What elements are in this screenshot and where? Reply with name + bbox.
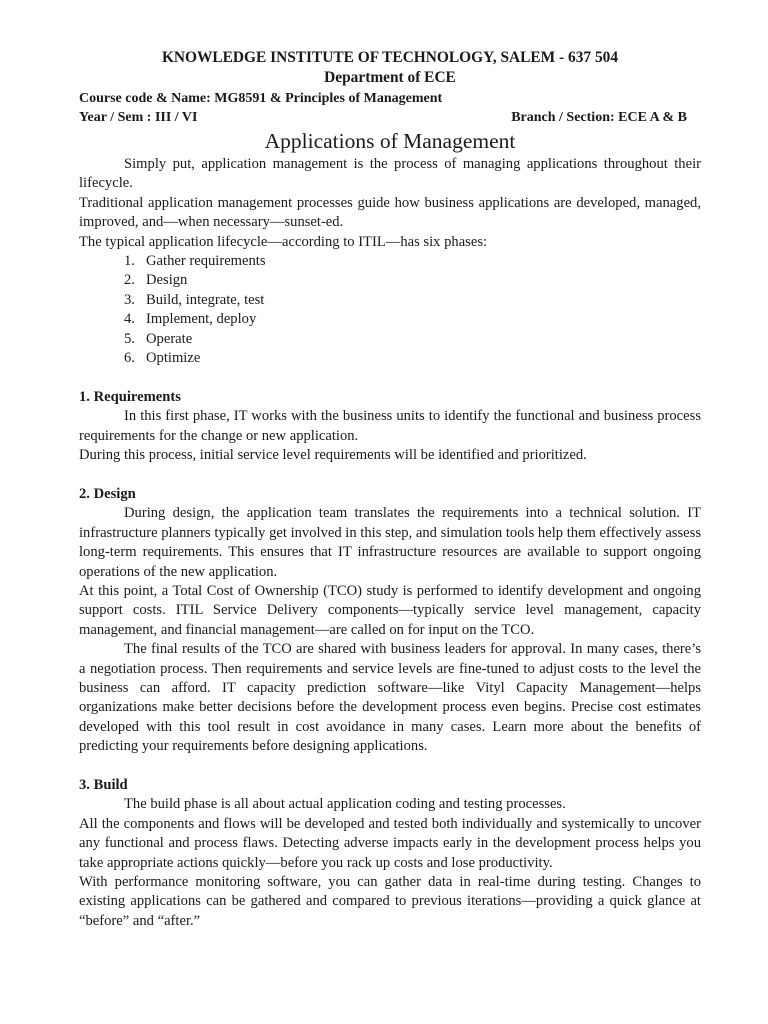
requirements-paragraph-1: In this first phase, IT works with the business units to identify the functional and business process requirements for the change or new application. [79,408,701,444]
list-item: 3. Build, integrate, test [124,291,265,308]
course-info: Course code & Name: MG8591 & Principles of Management [79,91,443,106]
spacer [79,465,701,484]
intro-paragraph-3: The typical application lifecycle—according to ITIL—has six phases: [79,233,488,250]
branch-section: Branch / Section: ECE A & B [511,110,687,125]
document-page [79,48,701,931]
list-item: 2. Design [124,272,188,289]
spacer [79,368,701,387]
spacer [79,757,701,776]
year-branch-line [79,108,701,127]
institution-name: KNOWLEDGE INSTITUTE OF TECHNOLOGY, SALEM - 637 504 [161,49,619,66]
build-paragraph-3: With performance monitoring software, you can gather data in real-time during testing. Changes to existing applications can be gathered and compared to previous iterations—providing a quick glance at “before” and “after.” [79,873,701,929]
requirements-paragraph-2: During this process, initial service level requirements will be identified and prioritized. [79,447,587,464]
list-item: 5. Operate [124,330,193,347]
build-paragraph-2: All the components and flows will be developed and tested both individually and systemically to uncover any functional and process flaws. Detecting adverse impacts early in the development process helps you take appropriate actions quickly—before you rack up costs and lose productivity. [79,815,701,871]
list-item: 6. Optimize [124,350,201,367]
design-paragraph-1: During design, the application team translates the requirements into a technical solution. IT infrastructure planners typically get involved in this step, and simulation tools help them effectively assess long-term requirements. This ensures that IT infrastructure resources are available to support ongoing operations of the new application. [79,505,701,580]
design-heading: 2. Design [79,485,136,502]
list-item: 4. Implement, deploy [124,311,257,328]
design-paragraph-3: The final results of the TCO are shared with business leaders for approval. In many cases, there’s a negotiation process. Then requirements and service levels are fine-tuned to adjust costs to the level the business can afford. IT capacity prediction software—like Vityl Capacity Management—helps organizations make better decisions before the development process even begins. Precise cost estimates developed with this tool result in cost avoidance in many cases. Learn more about the benefits of predicting your requirements before designing applications. [79,641,701,755]
requirements-heading: 1. Requirements [79,388,181,405]
build-heading: 3. Build [79,776,128,793]
department-name: Department of ECE [324,69,456,86]
build-paragraph-1: The build phase is all about actual application coding and testing processes. [124,796,566,813]
year-sem: Year / Sem : III / VI [79,110,198,125]
phases-list [79,252,701,368]
design-paragraph-2: At this point, a Total Cost of Ownership (TCO) study is performed to identify development and ongoing support costs. ITIL Service Delivery components—typically service level management, capacity management, and financial management—are called on for input on the TCO. [79,582,701,638]
intro-paragraph-1: Simply put, application management is the process of managing applications throughout their lifecycle. [79,156,701,192]
document-title: Applications of Management [264,129,516,153]
course-line [79,89,701,108]
intro-paragraph-2: Traditional application management processes guide how business applications are developed, managed, improved, and—when necessary—sunset-ed. [79,194,701,231]
list-item: 1. Gather requirements [124,253,266,270]
